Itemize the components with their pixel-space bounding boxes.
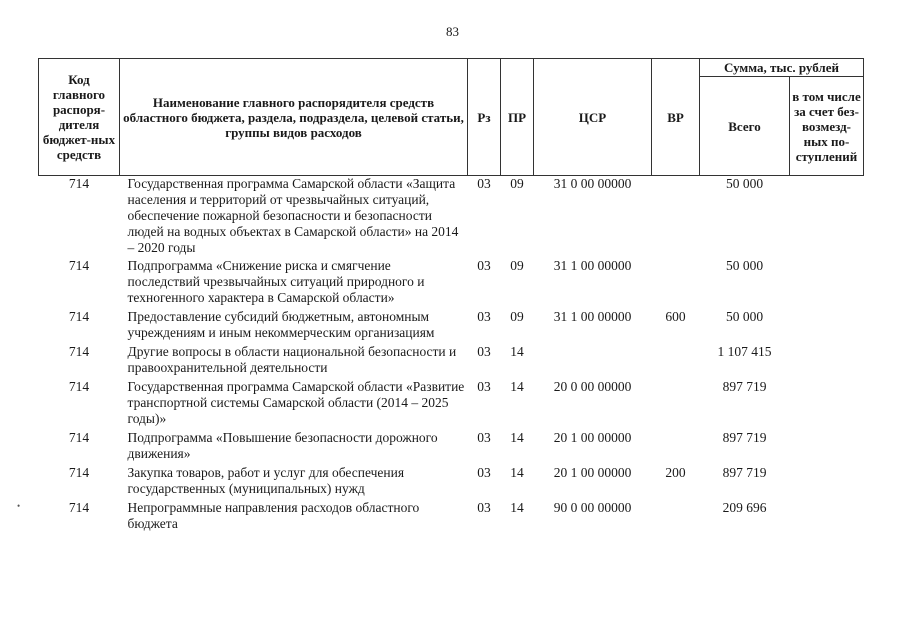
cell-code: 714 (68, 309, 90, 324)
cell-name: Закупка товаров, работ и услуг для обеспечения государственных (муниципальных) нужд (127, 465, 405, 496)
cell-total: 897 719 (722, 430, 767, 445)
cell-vr: 200 (665, 465, 686, 480)
cell-incl (790, 309, 864, 344)
cell-code: 714 (68, 465, 90, 480)
table-row (39, 430, 864, 465)
cell-csr: 31 0 00 00000 (553, 176, 632, 191)
cell-pr: 09 (510, 309, 524, 324)
scan-speck: • (17, 501, 21, 511)
cell-rz: 03 (477, 176, 491, 191)
cell-vr (652, 500, 700, 535)
table-body (39, 176, 864, 536)
cell-total: 897 719 (722, 465, 767, 480)
cell-code: 714 (68, 430, 90, 445)
cell-incl (790, 258, 864, 309)
cell-incl (790, 465, 864, 500)
table-row (39, 258, 864, 309)
cell-pr: 14 (510, 344, 524, 359)
cell-csr: 31 1 00 00000 (553, 309, 632, 324)
cell-rz: 03 (477, 430, 491, 445)
cell-total: 50 000 (725, 309, 764, 324)
cell-pr: 14 (510, 500, 524, 515)
cell-code: 714 (68, 176, 90, 191)
page-number: 83 (446, 24, 459, 39)
cell-incl (790, 344, 864, 379)
table-row (39, 309, 864, 344)
cell-name: Подпрограмма «Снижение риска и смягчение последствий чрезвычайных ситуаций природного и техногенного характера в Самарской области» (127, 258, 425, 305)
cell-name: Подпрограмма «Повышение безопасности дорожного движения» (127, 430, 438, 461)
cell-pr: 09 (510, 258, 524, 273)
table-row (39, 176, 864, 259)
cell-csr (534, 344, 652, 379)
table-header (39, 59, 864, 176)
cell-rz: 03 (477, 309, 491, 324)
cell-incl (790, 500, 864, 535)
cell-name: Другие вопросы в области национальной безопасности и правоохранительной деятельности (127, 344, 457, 375)
cell-csr: 90 0 00 00000 (553, 500, 632, 515)
cell-code: 714 (68, 258, 90, 273)
cell-incl (790, 379, 864, 430)
table-row (39, 465, 864, 500)
table-row (39, 344, 864, 379)
cell-pr: 14 (510, 465, 524, 480)
cell-vr: 600 (665, 309, 686, 324)
header-csr: ЦСР (534, 59, 652, 176)
table-row (39, 500, 864, 535)
cell-csr: 31 1 00 00000 (553, 258, 632, 273)
cell-code: 714 (68, 500, 90, 515)
cell-incl (790, 430, 864, 465)
header-name: Наименование главного распорядителя средств областного бюджета, раздела, подраздела, целевой статьи, группы видов расходов (120, 59, 468, 176)
cell-name: Государственная программа Самарской области «Развитие транспортной системы Самарской области (2014 – 2025 годы)» (127, 379, 465, 426)
cell-csr: 20 0 00 00000 (553, 379, 632, 394)
cell-name: Предоставление субсидий бюджетным, автономным учреждениям и иным некоммерческим организациям (127, 309, 435, 340)
header-sum-group: Сумма, тыс. рублей (700, 59, 864, 77)
cell-vr (652, 176, 700, 259)
cell-pr: 14 (510, 379, 524, 394)
cell-total: 897 719 (722, 379, 767, 394)
cell-vr (652, 258, 700, 309)
cell-pr: 09 (510, 176, 524, 191)
cell-pr: 14 (510, 430, 524, 445)
cell-vr (652, 430, 700, 465)
cell-rz: 03 (477, 344, 491, 359)
cell-incl (790, 176, 864, 259)
cell-total: 50 000 (725, 258, 764, 273)
cell-rz: 03 (477, 379, 491, 394)
header-vr: ВР (652, 59, 700, 176)
cell-total: 209 696 (722, 500, 767, 515)
cell-code: 714 (68, 379, 90, 394)
cell-total: 50 000 (725, 176, 764, 191)
cell-csr: 20 1 00 00000 (553, 430, 632, 445)
cell-total: 1 107 415 (717, 344, 772, 359)
cell-rz: 03 (477, 465, 491, 480)
cell-name: Непрограммные направления расходов областного бюджета (127, 500, 420, 531)
table-row (39, 379, 864, 430)
budget-table (38, 58, 864, 535)
cell-code: 714 (68, 344, 90, 359)
cell-name: Государственная программа Самарской области «Защита населения и территорий от чрезвычайных ситуаций, обеспечение пожарной безопасности и безопасности людей на водных объектах в Самарской области» на 2014 – 2020 годы (127, 176, 459, 255)
header-pr: ПР (501, 59, 534, 176)
cell-csr: 20 1 00 00000 (553, 465, 632, 480)
cell-vr (652, 344, 700, 379)
header-total: Всего (700, 77, 790, 176)
cell-vr (652, 379, 700, 430)
cell-rz: 03 (477, 500, 491, 515)
header-incl: в том числе за счет без-возмезд-ных по-ступлений (790, 77, 864, 176)
cell-rz: 03 (477, 258, 491, 273)
header-code: Код главного распоря-дителя бюджет-ных средств (39, 59, 120, 176)
header-rz: Рз (468, 59, 501, 176)
